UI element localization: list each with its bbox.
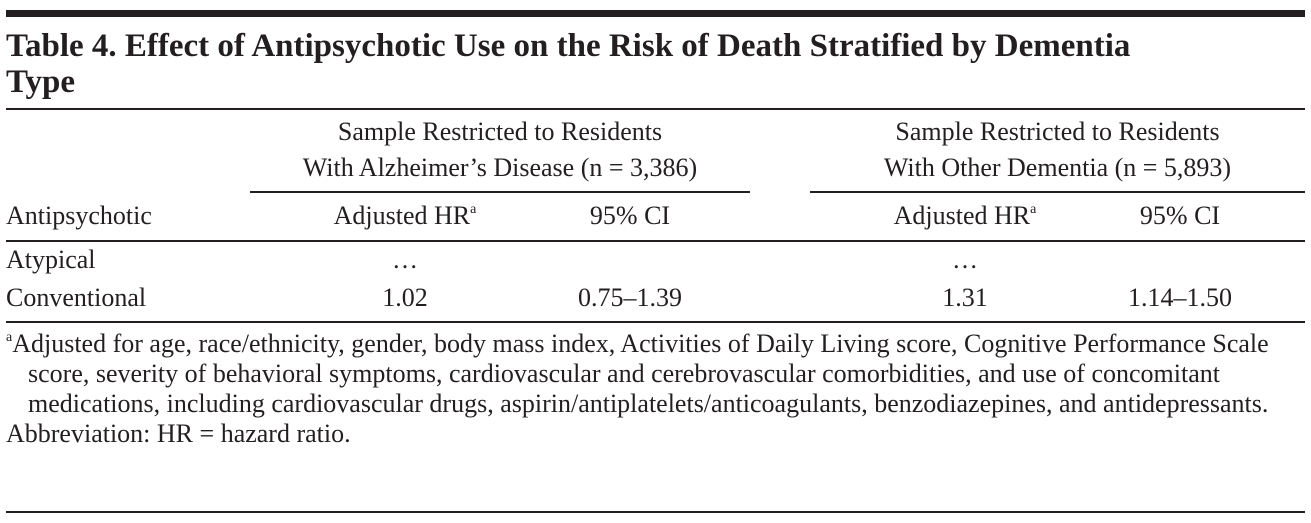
col-header-ad-hr-text: Adjusted HR xyxy=(333,201,471,230)
col-header-ad-hr-sup: a xyxy=(470,202,477,217)
col-header-od-hr-sup: a xyxy=(1030,202,1037,217)
table-title: Table 4. Effect of Antipsychotic Use on the Risk of Death Stratified by Dementia Type xyxy=(6,28,1131,100)
col-header-ad-ci: 95% CI xyxy=(589,201,671,230)
header-bottom-rule xyxy=(6,240,1305,242)
footer-rule xyxy=(6,511,1305,513)
row-conventional-od-hr: 1.31 xyxy=(942,283,988,312)
table-footnotes xyxy=(6,329,1305,449)
col-header-od-hr-text: Adjusted HR xyxy=(893,201,1031,230)
row-label-conventional: Conventional xyxy=(6,283,147,312)
top-rule xyxy=(6,10,1305,17)
footnote-mark: a xyxy=(6,330,13,345)
row-conventional-ad-ci: 0.75–1.39 xyxy=(578,283,682,312)
group-rule-alzheimers xyxy=(250,191,750,193)
row-atypical-ad-hr: … xyxy=(392,245,418,274)
table-bottom-rule xyxy=(6,321,1305,323)
group-header-other-line1: Sample Restricted to Residents xyxy=(895,117,1220,146)
row-atypical-od-hr: … xyxy=(952,245,978,274)
row-conventional-od-ci: 1.14–1.50 xyxy=(1128,283,1232,312)
col-header-antipsychotic: Antipsychotic xyxy=(6,201,152,230)
row-conventional-ad-hr: 1.02 xyxy=(382,283,428,312)
abbreviation-note: Abbreviation: HR = hazard ratio. xyxy=(6,419,351,448)
group-rule-other-dementia xyxy=(810,191,1305,193)
footnote-text: Adjusted for age, race/ethnicity, gender, body mass index, Activities of Daily Living score, Cognitive Performance Scale score, severity of behavioral symptoms, cardiovascular and cerebrovascular comorbidities, and use of concomitant medications, including cardiovascular drugs, aspirin/antiplatelets/anticoagulants, benzodiazepines, and antidepressants. xyxy=(12,329,1269,418)
row-label-atypical: Atypical xyxy=(6,245,96,274)
group-header-alzheimers-line2: With Alzheimer’s Disease (n = 3,386) xyxy=(302,153,698,182)
footnote-a xyxy=(6,329,1305,419)
group-header-other-line2: With Other Dementia (n = 5,893) xyxy=(883,153,1232,182)
group-header-alzheimers-line1: Sample Restricted to Residents xyxy=(337,117,663,146)
group-header-alzheimers xyxy=(250,114,750,186)
group-header-other-dementia xyxy=(810,114,1305,186)
col-header-ad-hr xyxy=(280,201,530,231)
col-header-od-hr xyxy=(840,201,1090,231)
col-header-od-ci: 95% CI xyxy=(1139,201,1221,230)
header-top-rule xyxy=(6,108,1305,110)
